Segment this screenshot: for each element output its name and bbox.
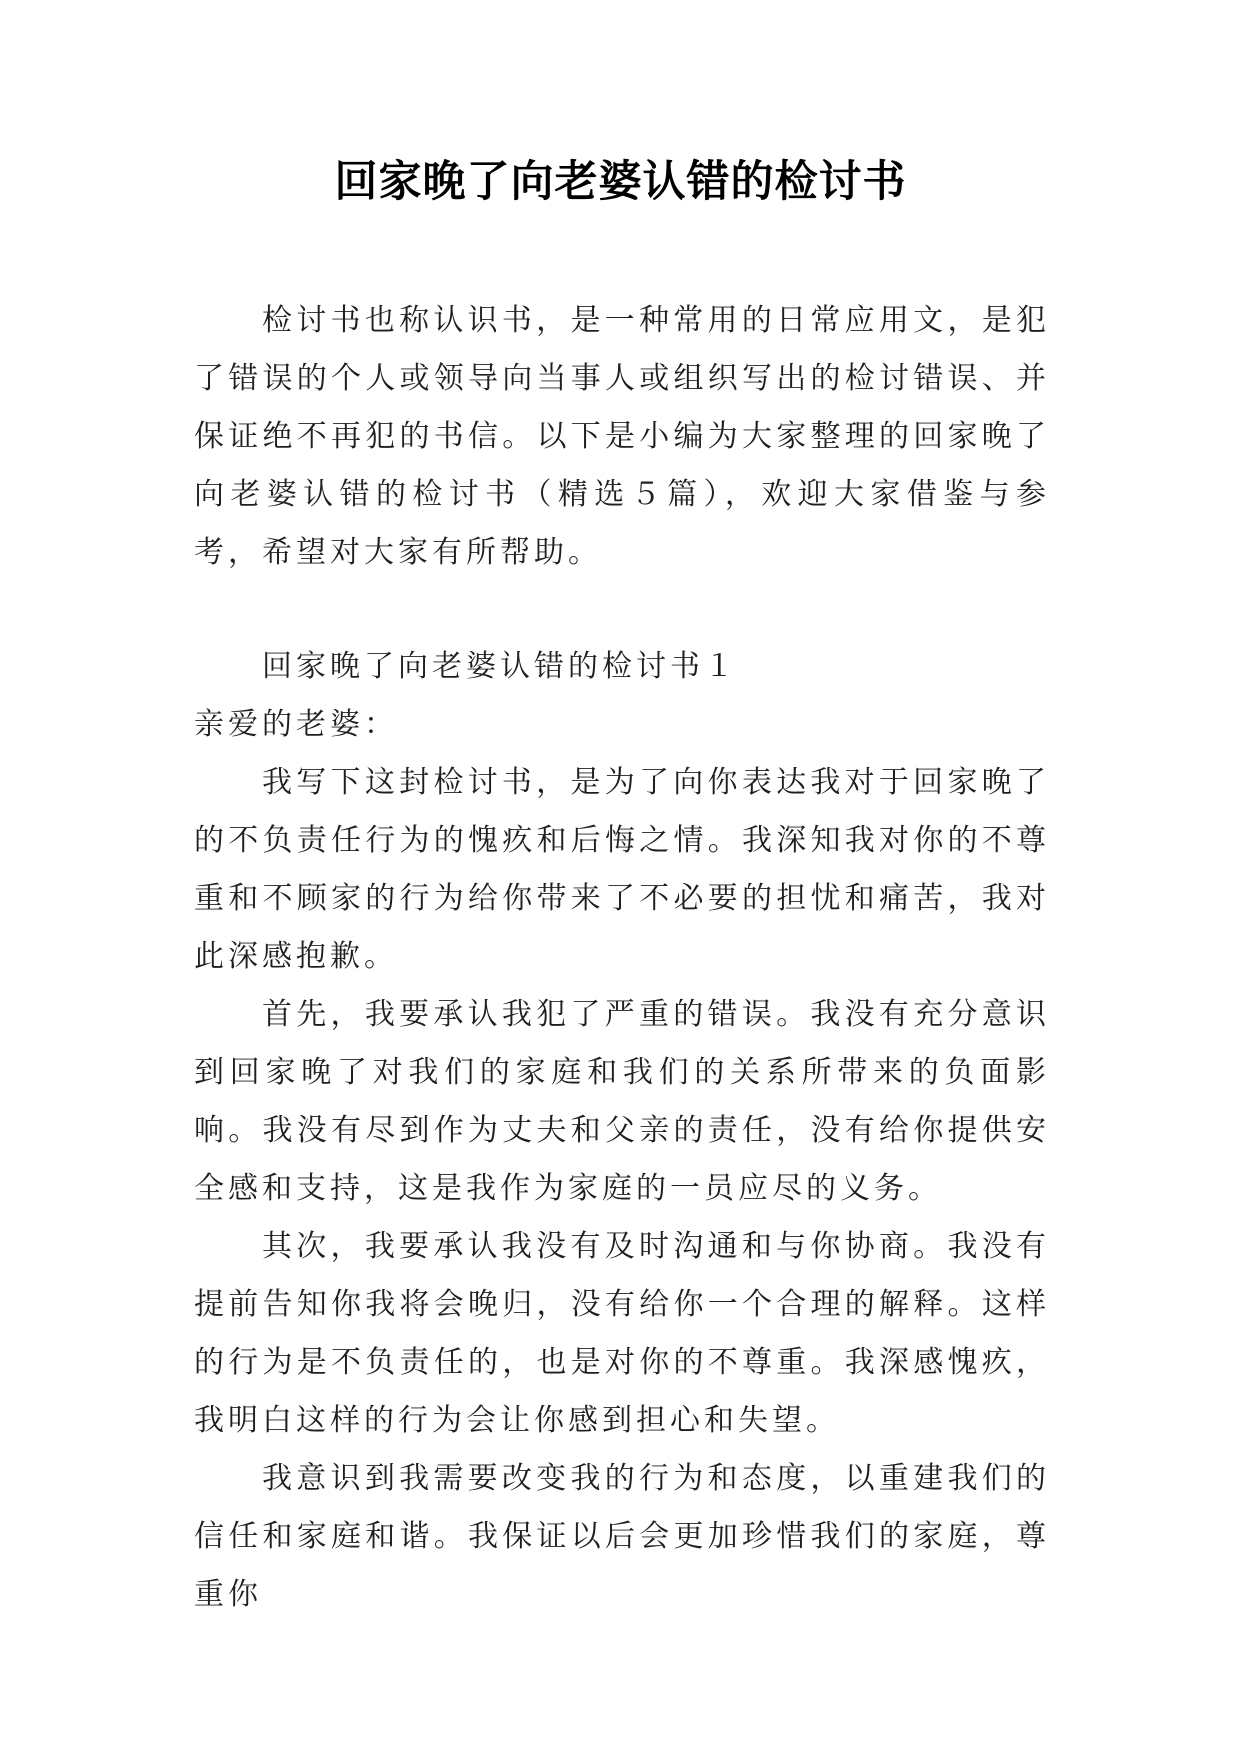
document-title: 回家晚了向老婆认错的检讨书 — [334, 157, 907, 207]
paragraph: 我写下这封检讨书，是为了向你表达我对于回家晚了的不负责任行为的愧疚和后悔之情。我深知我对你的不尊重和不顾家的行为给你带来了不必要的担忧和痛苦，我对此深感抱歉。 — [194, 765, 1050, 974]
paragraph: 首先，我要承认我犯了严重的错误。我没有充分意识到回家晚了对我们的家庭和我们的关系所带来的负面影响。我没有尽到作为丈夫和父亲的责任，没有给你提供安全感和支持，这是我作为家庭的一员应尽的义务。 — [194, 997, 1050, 1206]
paragraph: 我意识到我需要改变我的行为和态度，以重建我们的信任和家庭和谐。我保证以后会更加珍惜我们的家庭，尊重你 — [194, 1461, 1050, 1612]
intro-block — [194, 292, 1050, 582]
salutation: 亲爱的老婆： — [194, 707, 398, 742]
paragraph: 其次，我要承认我没有及时沟通和与你协商。我没有提前告知你我将会晚归，没有给你一个合理的解释。这样的行为是不负责任的，也是对你的不尊重。我深感愧疚，我明白这样的行为会让你感到担心和失望。 — [194, 1229, 1050, 1438]
section-heading: 回家晚了向老婆认错的检讨书１ — [262, 649, 738, 684]
intro-paragraph: 检讨书也称认识书，是一种常用的日常应用文，是犯了错误的个人或领导向当事人或组织写出的检讨错误、并保证绝不再犯的书信。以下是小编为大家整理的回家晚了向老婆认错的检讨书（精选５篇），欢迎大家借鉴与参考，希望对大家有所帮助。 — [194, 303, 1050, 570]
letter-section — [194, 638, 1050, 1624]
